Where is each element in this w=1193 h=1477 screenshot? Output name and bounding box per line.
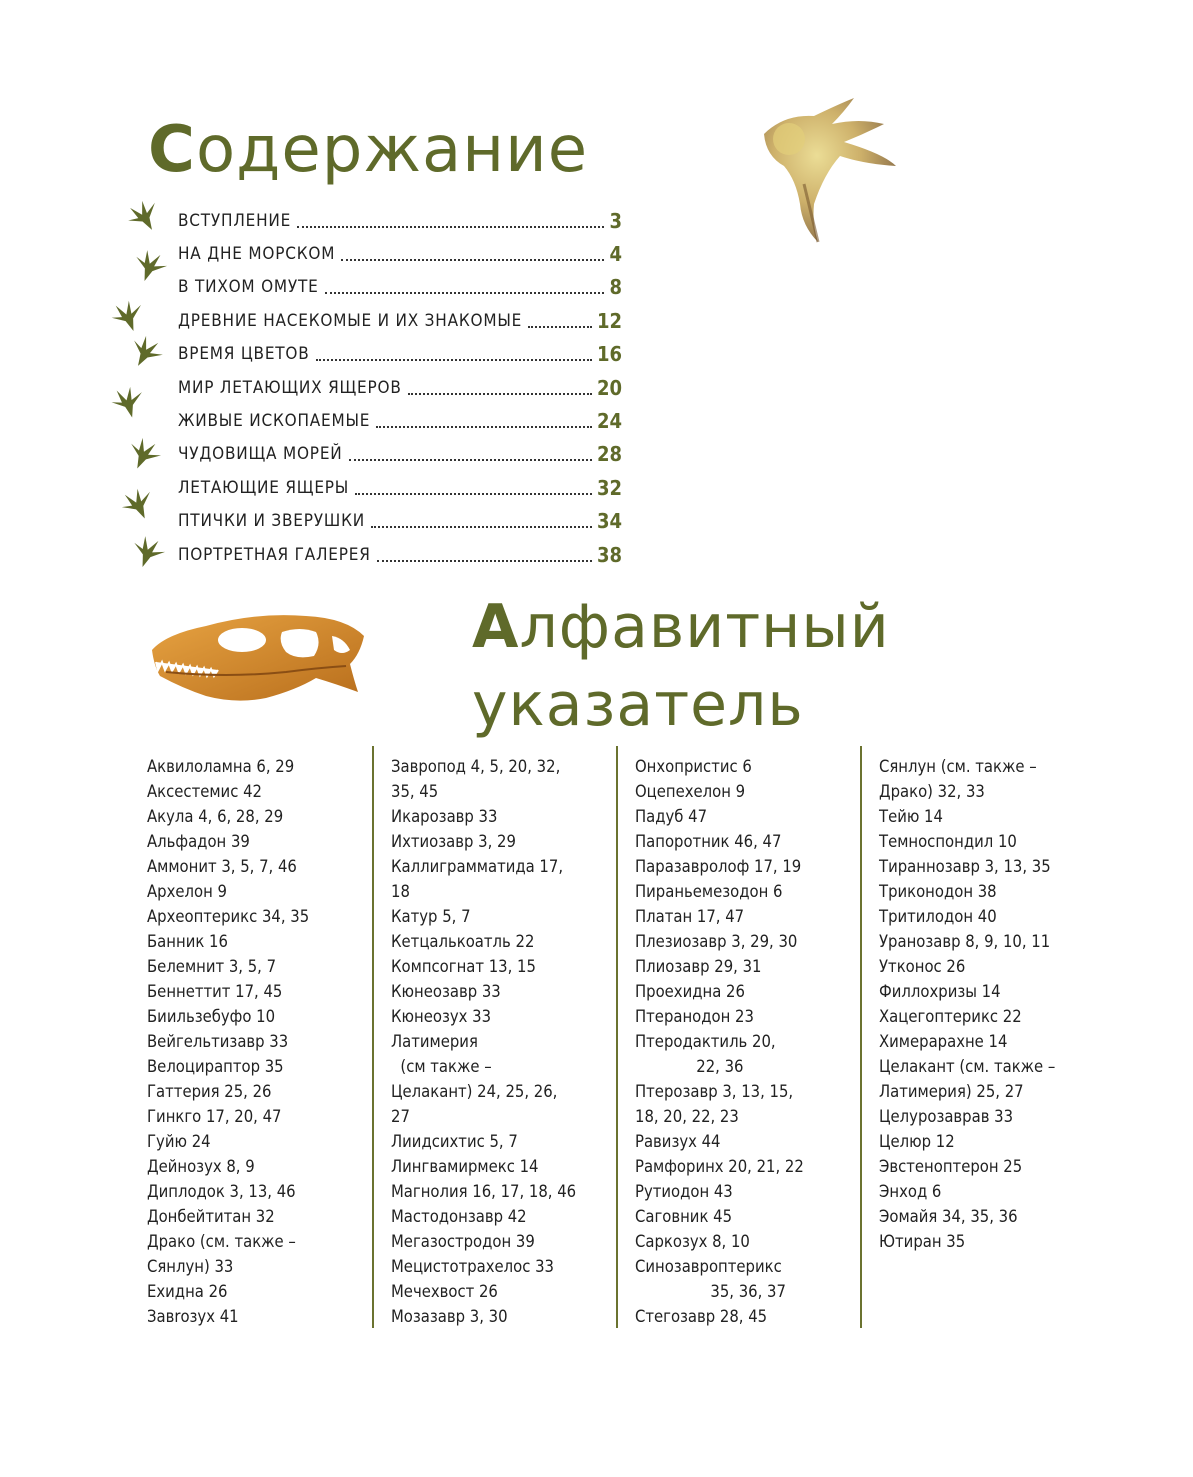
- toc-item-page: 38: [596, 542, 622, 567]
- index-entry: Лингвамирмекс 14: [391, 1157, 539, 1176]
- toc-item[interactable]: [178, 538, 622, 571]
- index-entry: Ехидна 26: [147, 1282, 228, 1301]
- toc-leader-dots: [528, 326, 592, 328]
- index-title-initial: А: [472, 592, 520, 662]
- index-entry: Саговник 45: [635, 1207, 733, 1226]
- index-entry: 35, 36, 37: [635, 1282, 786, 1301]
- index-entry: 18, 20, 22, 23: [635, 1107, 739, 1126]
- toc-leader-dots: [297, 226, 604, 228]
- toc-item-label: ДРЕВНИЕ НАСЕКОМЫЕ И ИХ ЗНАКОМЫЕ: [178, 310, 523, 331]
- toc-item[interactable]: [178, 204, 622, 237]
- index-entry: Плезиозавр 3, 29, 30: [635, 932, 798, 951]
- toc-list: [178, 204, 622, 571]
- toc-item-label: ЛЕТАЮЩИЕ ЯЩЕРЫ: [178, 477, 350, 498]
- index-column-3: [635, 754, 865, 1329]
- footprint-track: [106, 198, 166, 578]
- toc-item-page: 28: [596, 442, 622, 467]
- index-column-4: [879, 754, 1109, 1254]
- index-entry: Химерарахне 14: [879, 1032, 1008, 1051]
- index-entry: Магнолия 16, 17, 18, 46: [391, 1182, 577, 1201]
- index-entry: Стегозавр 28, 45: [635, 1307, 768, 1326]
- index-entry: Велоцираптор 35: [147, 1057, 284, 1076]
- index-entry: Икарозавр 33: [391, 807, 498, 826]
- toc-item-label: ПТИЧКИ И ЗВЕРУШКИ: [178, 511, 365, 532]
- toc-item-label: ЧУДОВИЩА МОРЕЙ: [178, 444, 343, 465]
- index-entry: Рутиодон 43: [635, 1182, 733, 1201]
- index-entry: Паразавролоф 17, 19: [635, 857, 802, 876]
- index-entry: Латимерия) 25, 27: [879, 1082, 1024, 1101]
- index-entry: Аксестемис 42: [147, 782, 262, 801]
- index-entry: Триконодон 38: [879, 882, 997, 901]
- index-entry: Завrозух 41: [147, 1307, 239, 1326]
- index-entry: Целюр 12: [879, 1132, 955, 1151]
- index-entry: Архелон 9: [147, 882, 227, 901]
- index-title-line1: [472, 588, 890, 666]
- toc-title-initial: С: [148, 113, 196, 187]
- toc-item-label: НА ДНЕ МОРСКОМ: [178, 244, 336, 265]
- index-entry: Проехидна 26: [635, 982, 745, 1001]
- toc-item-label: ПОРТРЕТНАЯ ГАЛЕРЕЯ: [178, 544, 371, 565]
- index-entry: Кетцалькоатль 22: [391, 932, 535, 951]
- toc-leader-dots: [325, 292, 605, 294]
- toc-item[interactable]: [178, 338, 622, 371]
- index-entry: Целакант) 24, 25, 26,: [391, 1082, 558, 1101]
- index-title-line2: указатель: [472, 670, 804, 740]
- index-entry: Мечехвост 26: [391, 1282, 498, 1301]
- index-entry: Энход 6: [879, 1182, 942, 1201]
- index-entry: Тейю 14: [879, 807, 943, 826]
- index-entry: Лиидсихтис 5, 7: [391, 1132, 518, 1151]
- index-entry: Пираньемезодон 6: [635, 882, 783, 901]
- footprint-icon: [114, 480, 162, 528]
- index-entry: Мастодонзавр 42: [391, 1207, 527, 1226]
- index-entry: Ихтиозавр 3, 29: [391, 832, 516, 851]
- toc-leader-dots: [377, 560, 592, 562]
- toc-item[interactable]: [178, 237, 622, 270]
- index-entry: Банник 16: [147, 932, 228, 951]
- footprint-icon: [106, 380, 150, 424]
- index-entry: Завропод 4, 5, 20, 32,: [391, 757, 561, 776]
- index-entry: Птеродактиль 20,: [635, 1032, 776, 1051]
- index-entry: Донбейтитан 32: [147, 1207, 275, 1226]
- toc-leader-dots: [316, 359, 592, 361]
- index-entry: Гуйю 24: [147, 1132, 211, 1151]
- index-entry: 18: [391, 882, 410, 901]
- index-entry: 35, 45: [391, 782, 439, 801]
- index-entry: Археоптерикс 34, 35: [147, 907, 310, 926]
- toc-item-page: 34: [596, 509, 622, 534]
- toc-item-label: ЖИВЫЕ ИСКОПАЕМЫЕ: [178, 411, 371, 432]
- index-entry: Вейгельтизавр 33: [147, 1032, 289, 1051]
- dinosaur-skull-illustration: [146, 606, 370, 710]
- index-entry: Тираннозавр 3, 13, 35: [879, 857, 1051, 876]
- index-entry: Филлохризы 14: [879, 982, 1001, 1001]
- index-entry: Платан 17, 47: [635, 907, 745, 926]
- index-entry: Целурозаврав 33: [879, 1107, 1014, 1126]
- toc-item[interactable]: [178, 505, 622, 538]
- toc-item[interactable]: [178, 304, 622, 337]
- toc-leader-dots: [341, 259, 604, 261]
- index-entry: Оцепехелон 9: [635, 782, 746, 801]
- footprint-icon: [120, 430, 168, 478]
- index-entry: Уранозавр 8, 9, 10, 11: [879, 932, 1051, 951]
- toc-item-label: МИР ЛЕТАЮЩИХ ЯЩЕРОВ: [178, 377, 402, 398]
- index-entry: Целакант (см. также –: [879, 1057, 1056, 1076]
- index-entry: Темноспондил 10: [879, 832, 1017, 851]
- index-entry: Плиозавр 29, 31: [635, 957, 762, 976]
- index-entry: Тритилодон 40: [879, 907, 997, 926]
- index-entry: Кюнеозух 33: [391, 1007, 492, 1026]
- footprint-icon: [119, 191, 168, 240]
- index-entry: Биильзебуфо 10: [147, 1007, 276, 1026]
- index-entry: Синозавроптерикс: [635, 1257, 782, 1276]
- index-entry: Саркозух 8, 10: [635, 1232, 750, 1251]
- index-entry: Драко) 32, 33: [879, 782, 985, 801]
- index-entry: Белемнит 3, 5, 7: [147, 957, 277, 976]
- index-column-1: [147, 754, 377, 1329]
- index-entry: Альфадон 39: [147, 832, 250, 851]
- toc-item[interactable]: [178, 371, 622, 404]
- index-title: [472, 588, 890, 744]
- index-entry: Сянлун (см. также –: [879, 757, 1037, 776]
- toc-title-rest: одержание: [195, 113, 589, 187]
- index-entry: Латимерия: [391, 1032, 478, 1051]
- toc-item-page: 3: [609, 208, 622, 233]
- index-entry: 22, 36: [635, 1057, 744, 1076]
- index-entry: Сянлун) 33: [147, 1257, 234, 1276]
- index-entry: Драко (см. также –: [147, 1232, 296, 1251]
- index-entry: Беннеттит 17, 45: [147, 982, 283, 1001]
- index-entry: Птерозавр 3, 13, 15,: [635, 1082, 794, 1101]
- toc-item[interactable]: [178, 438, 622, 471]
- index-entry: Кюнеозавр 33: [391, 982, 501, 1001]
- index-entry: Равизух 44: [635, 1132, 721, 1151]
- toc-item-label: ВСТУПЛЕНИЕ: [178, 210, 292, 231]
- toc-item[interactable]: [178, 404, 622, 437]
- index-entry: Мецистотрахелос 33: [391, 1257, 554, 1276]
- index-entry: Акула 4, 6, 28, 29: [147, 807, 284, 826]
- index-entry: Эомайя 34, 35, 36: [879, 1207, 1018, 1226]
- index-entry: Хацегоптерикс 22: [879, 1007, 1022, 1026]
- index-entry: Рамфоринх 20, 21, 22: [635, 1157, 804, 1176]
- index-entry: Ютиран 35: [879, 1232, 966, 1251]
- index-entry: Диплодок 3, 13, 46: [147, 1182, 296, 1201]
- toc-item-page: 20: [596, 375, 622, 400]
- index-entry: Компсогнат 13, 15: [391, 957, 536, 976]
- toc-item-page: 24: [596, 409, 622, 434]
- toc-title: [148, 113, 589, 187]
- toc-item-page: 32: [596, 475, 622, 500]
- index-entry: Мегазостродон 39: [391, 1232, 535, 1251]
- index-entry: Гаттерия 25, 26: [147, 1082, 272, 1101]
- toc-leader-dots: [376, 426, 592, 428]
- footprint-icon: [125, 529, 171, 575]
- toc-item-page: 4: [609, 242, 622, 267]
- index-entry: Птеранодон 23: [635, 1007, 754, 1026]
- toc-item-label: В ТИХОМ ОМУТЕ: [178, 277, 319, 298]
- toc-item-label: ВРЕМЯ ЦВЕТОВ: [178, 344, 310, 365]
- index-entry: Гинкго 17, 20, 47: [147, 1107, 282, 1126]
- index-entry: Аквилоламна 6, 29: [147, 757, 295, 776]
- index-title-rest: лфавитный: [519, 592, 890, 662]
- index-entry: Падуб 47: [635, 807, 708, 826]
- toc-item-page: 12: [596, 308, 622, 333]
- index-entry: Онхопристис 6: [635, 757, 752, 776]
- footprint-icon: [127, 243, 173, 289]
- toc-leader-dots: [371, 526, 592, 528]
- toc-leader-dots: [349, 459, 592, 461]
- toc-item[interactable]: [178, 271, 622, 304]
- index-entry: Дейнозух 8, 9: [147, 1157, 255, 1176]
- index-entry: Папоротник 46, 47: [635, 832, 782, 851]
- index-entry: 27: [391, 1107, 410, 1126]
- claw-illustration: [744, 94, 904, 244]
- index-entry: Мозазавр 3, 30: [391, 1307, 508, 1326]
- toc-item-page: 8: [609, 275, 622, 300]
- index-column-2: [391, 754, 621, 1329]
- index-entry: Эвстеноптерон 25: [879, 1157, 1023, 1176]
- toc-item-page: 16: [596, 342, 622, 367]
- index-entry: Каллиграмматида 17,: [391, 857, 564, 876]
- toc-leader-dots: [408, 393, 592, 395]
- index-entry: Утконос 26: [879, 957, 966, 976]
- toc-item[interactable]: [178, 471, 622, 504]
- index-entry: Катур 5, 7: [391, 907, 471, 926]
- index-entry: Аммонит 3, 5, 7, 46: [147, 857, 297, 876]
- toc-leader-dots: [355, 493, 592, 495]
- index-entry: (см также –: [391, 1057, 492, 1076]
